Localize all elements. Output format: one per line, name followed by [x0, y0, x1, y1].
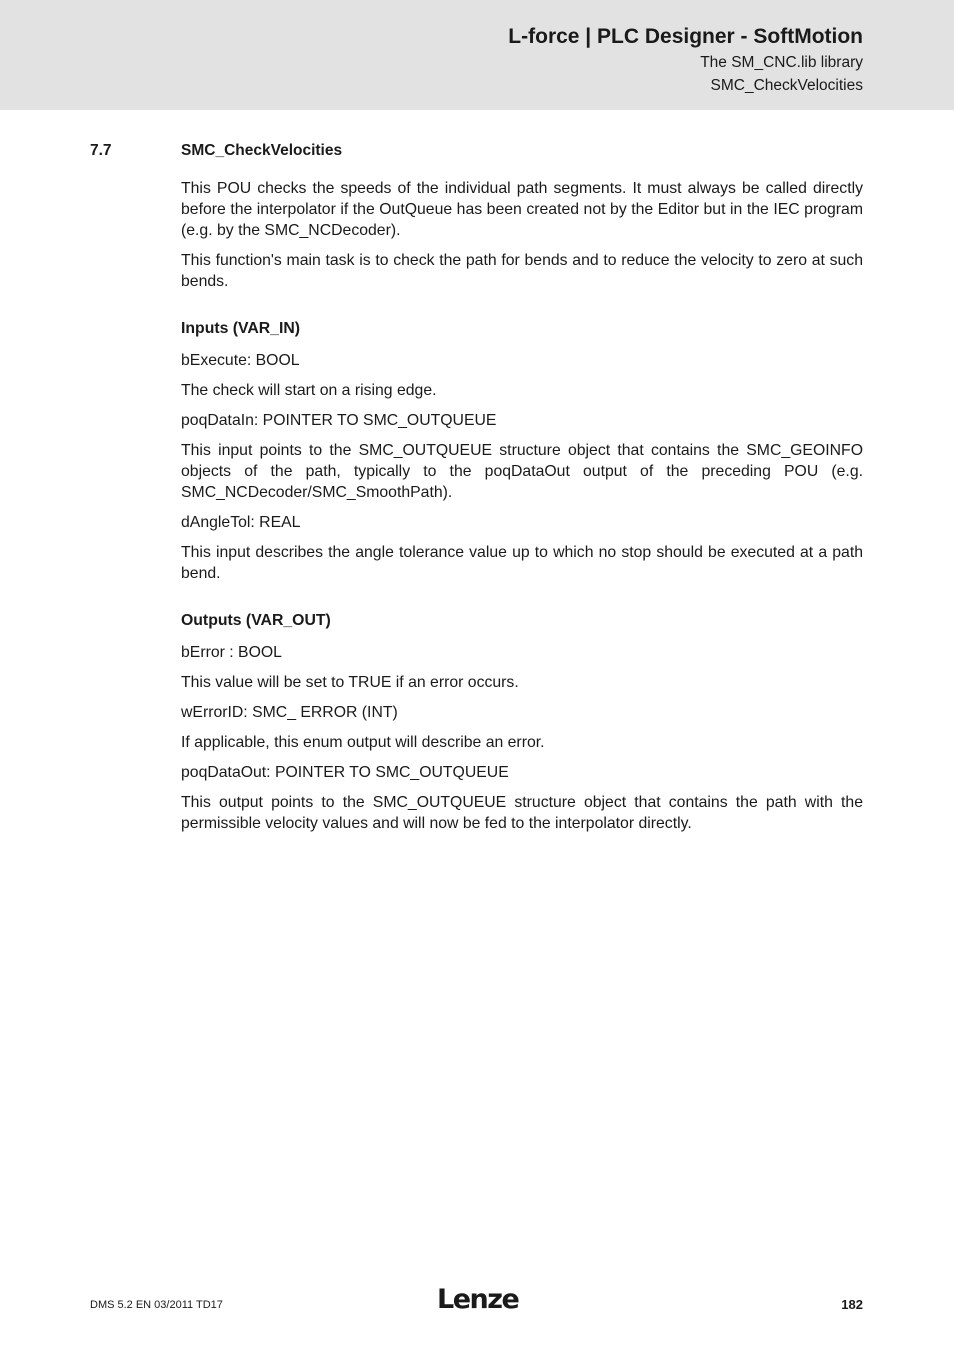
page-header: [0, 0, 954, 110]
output-description: This output points to the SMC_OUTQUEUE structure object that contains the path with the permissible velocity values and will now be fed to the interpolator directly.: [181, 794, 863, 832]
section-title: SMC_CheckVelocities: [181, 142, 343, 159]
page-number: 182: [841, 1297, 863, 1312]
output-description: If applicable, this enum output will describe an error.: [181, 734, 545, 751]
input-description: The check will start on a rising edge.: [181, 382, 437, 399]
intro-paragraph: This function's main task is to check the path for bends and to reduce the velocity to zero at such bends.: [181, 252, 863, 290]
chapter-title: The SM_CNC.lib library: [700, 54, 863, 71]
document-id: DMS 5.2 EN 03/2011 TD17: [90, 1299, 223, 1311]
outputs-heading: Outputs (VAR_OUT): [181, 612, 331, 629]
section-body: [181, 178, 863, 843]
input-description: This input describes the angle tolerance value up to which no stop should be executed at a path bend.: [181, 544, 863, 582]
output-name: poqDataOut: POINTER TO SMC_OUTQUEUE: [181, 764, 509, 781]
input-description: This input points to the SMC_OUTQUEUE structure object that contains the SMC_GEOINFO objects of the path, typically to the poqDataOut output of the preceding POU (e.g. SMC_NCDecoder/SMC_SmoothPath).: [181, 442, 863, 501]
inputs-heading: Inputs (VAR_IN): [181, 320, 301, 337]
output-description: This value will be set to TRUE if an error occurs.: [181, 674, 519, 691]
manual-title: L-force | PLC Designer - SoftMotion: [508, 25, 863, 48]
input-name: dAngleTol: REAL: [181, 514, 301, 531]
input-name: bExecute: BOOL: [181, 352, 300, 369]
lenze-logo: Lenze: [437, 1284, 519, 1315]
input-name: poqDataIn: POINTER TO SMC_OUTQUEUE: [181, 412, 497, 429]
section-running-title: SMC_CheckVelocities: [710, 77, 863, 94]
intro-paragraph: This POU checks the speeds of the individual path segments. It must always be called directly before the interpolator if the OutQueue has been created not by the Editor but in the IEC program (e.g. by the SMC_NCDecoder).: [181, 180, 863, 239]
output-name: bError : BOOL: [181, 644, 282, 661]
output-name: wErrorID: SMC_ ERROR (INT): [181, 704, 398, 721]
section-number: 7.7: [90, 142, 112, 159]
